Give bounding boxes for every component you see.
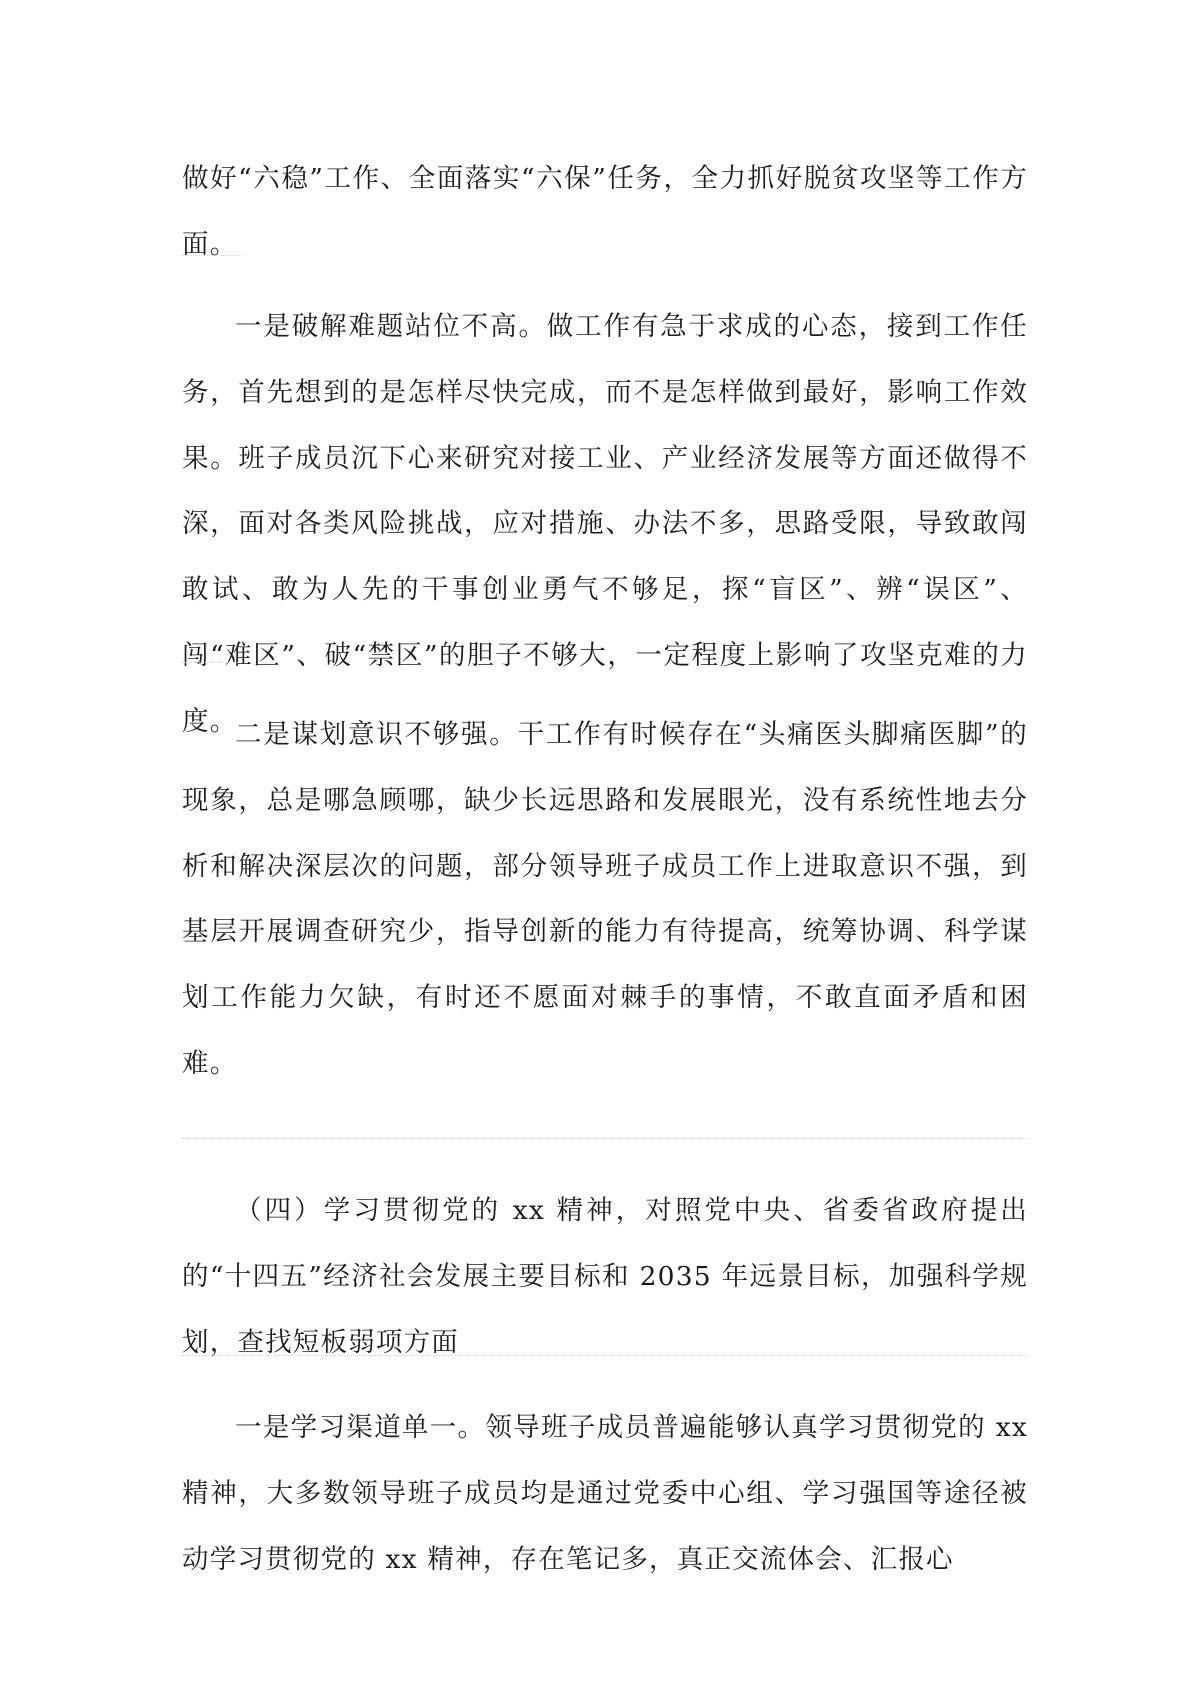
paragraph-text: 做好“六稳”工作、全面落实“六保”任务，全力抓好脱贫攻坚等工作方面。 [182, 163, 1028, 260]
paragraph-learning-point-one [182, 1395, 1028, 1592]
paragraph-continuation [182, 146, 1028, 278]
dotted-guide-line [182, 662, 242, 663]
paragraph-text: 二是谋划意识不够强。干工作有时候存在“头痛医头脚痛医脚”的现象，总是哪急顾哪，缺少长远思路和发展眼光，没有系统性地去分析和解决深层次的问题，部分领导班子成员工作上进取意识不强，到基层开展调查研究少，指导创新的能力有待提高，统筹协调、科学谋划工作能力欠缺，有时还不愿面对棘手的事情，不敢直面矛盾和困难。 [182, 719, 1028, 1079]
paragraph-point-two [182, 702, 1028, 1097]
paragraph-text: （四）学习贯彻党的 xx 精神，对照党中央、省委省政府提出的“十四五”经济社会发展主要目标和 2035 年远景目标，加强科学规划，查找短板弱项方面 [182, 1195, 1028, 1358]
paragraph-text: 一是破解难题站位不高。做工作有急于求成的心态，接到工作任务，首先想到的是怎样尽快完成，而不是怎样做到最好，影响工作效果。班子成员沉下心来研究对接工业、产业经济发展等方面还做得不深，面对各类风险挑战，应对措施、办法不多，思路受限，导致敢闯敢试、敢为人先的干事创业勇气不够足，探“盲区”、辨“误区”、闯“难区”、破“禁区”的胆子不够大，一定程度上影响了攻坚克难的力度。 [182, 311, 1028, 737]
paragraph-text: 一是学习渠道单一。领导班子成员普遍能够认真学习贯彻党的 xx 精神，大多数领导班子成员均是通过党委中心组、学习强国等途径被动学习贯彻党的 xx 精神，存在笔记多，真正交流体会、汇报心 [182, 1412, 1028, 1575]
dotted-guide-line [182, 255, 242, 256]
dotted-guide-line [182, 1355, 1028, 1356]
section-heading-four [182, 1178, 1028, 1375]
paragraph-point-one [182, 294, 1028, 755]
dotted-guide-line [182, 1138, 1028, 1139]
